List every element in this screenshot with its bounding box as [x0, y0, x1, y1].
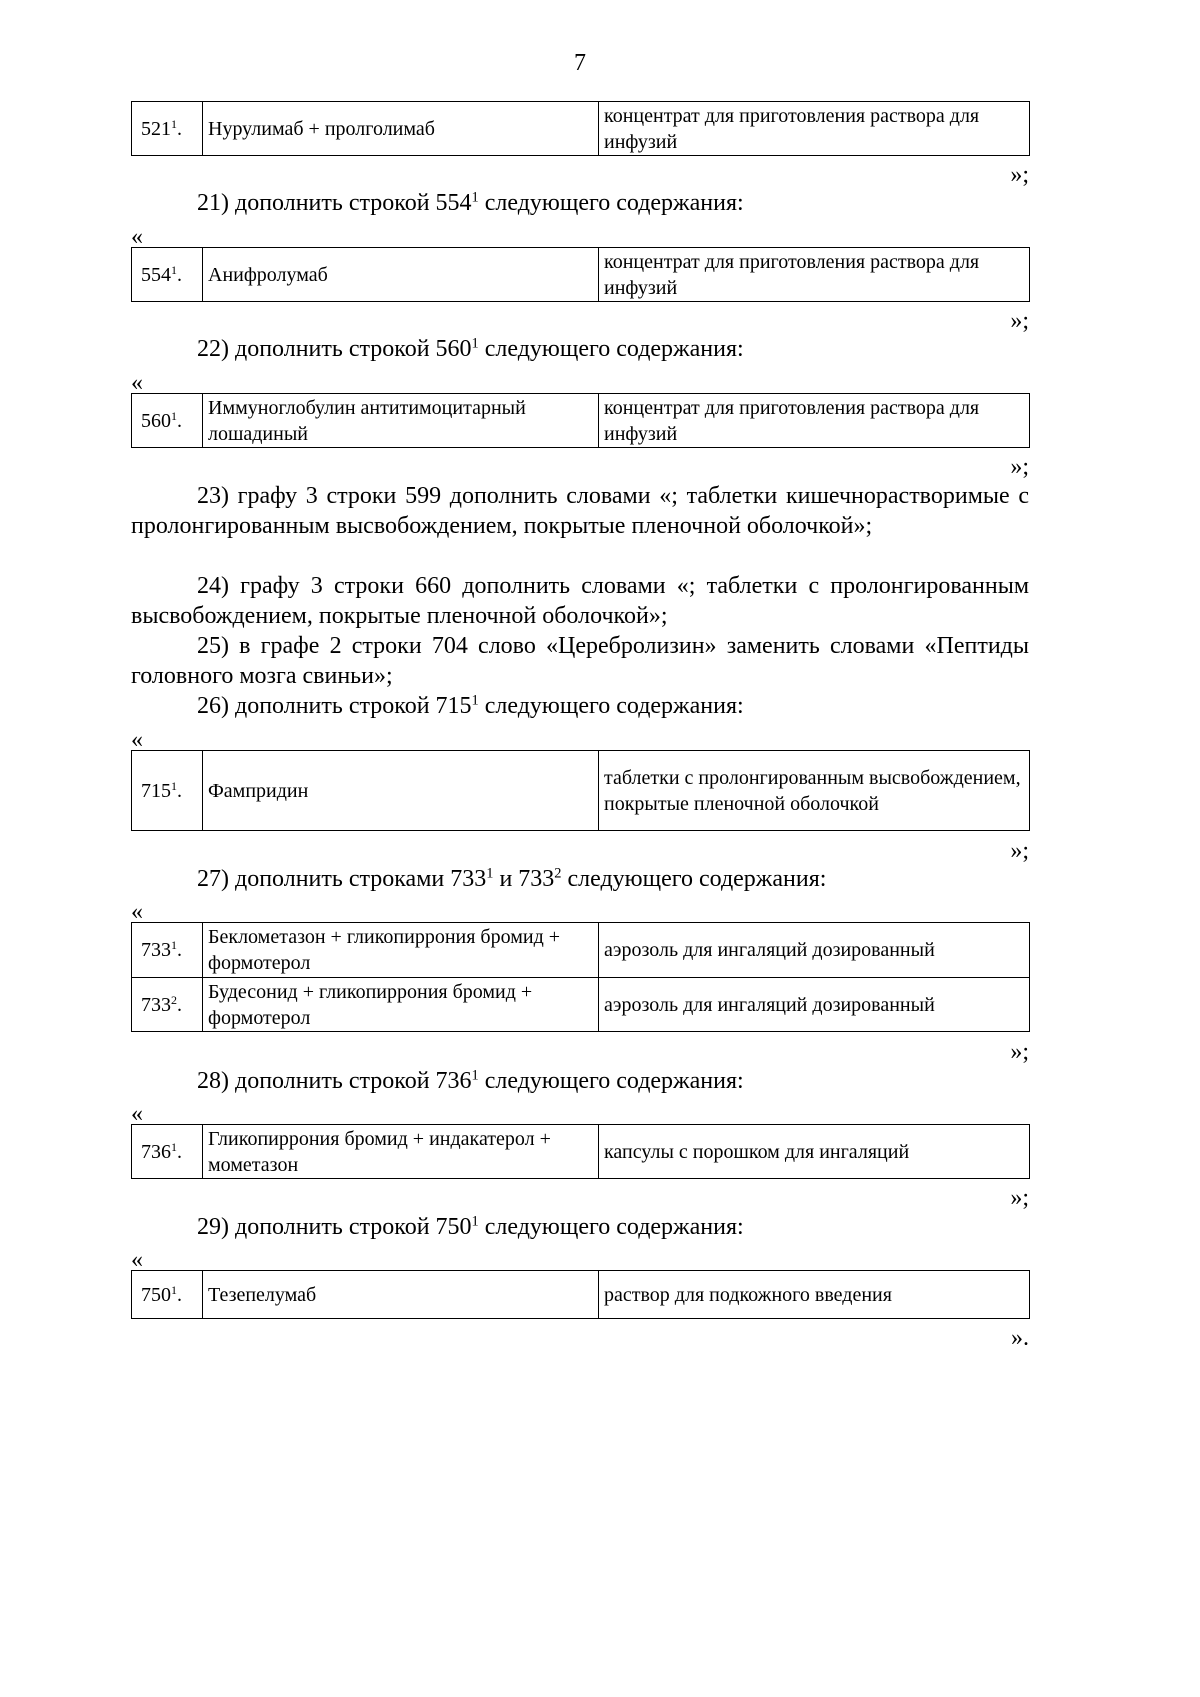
row-number	[132, 751, 203, 831]
row-number-value: 715	[141, 779, 171, 802]
drug-name-cell: Тезепелумаб	[203, 1271, 599, 1319]
table-row	[132, 1125, 1030, 1179]
heading-superscript: 1	[471, 692, 479, 709]
row-number	[132, 1125, 203, 1179]
dosage-form-cell: капсулы с порошком для ингаляций	[599, 1125, 1030, 1179]
row-number-value: 560	[141, 409, 171, 432]
opening-quote: «	[131, 727, 143, 753]
amendment-heading	[197, 1212, 744, 1242]
heading-superscript: 2	[554, 865, 562, 882]
table-row	[132, 751, 1030, 831]
row-number-superscript: 1	[171, 262, 177, 277]
drug-table	[131, 922, 1030, 1032]
heading-text: 21) дополнить строкой 554	[197, 190, 472, 216]
row-number-value: 554	[141, 263, 171, 286]
closing-quote: »;	[1010, 1039, 1029, 1065]
heading-text: 22) дополнить строкой 560	[197, 336, 472, 362]
opening-quote: «	[131, 224, 143, 250]
closing-quote: »;	[1010, 162, 1029, 188]
heading-text: 28) дополнить строкой 736	[197, 1068, 472, 1094]
heading-superscript: 1	[486, 865, 494, 882]
row-number-value: 521	[141, 117, 171, 140]
heading-text: следующего содержания:	[478, 190, 744, 216]
drug-table	[131, 247, 1030, 302]
table-row	[132, 102, 1030, 156]
row-number-superscript: 1	[171, 408, 177, 423]
row-number-superscript: 1	[171, 778, 177, 793]
amendment-heading	[197, 864, 826, 894]
opening-quote: «	[131, 370, 143, 396]
amendment-heading	[197, 1066, 744, 1096]
drug-name-cell: Гликопиррония бромид + индакатерол + мометазон	[203, 1125, 599, 1179]
row-number-dot: .	[177, 263, 182, 286]
row-number-value: 736	[141, 1140, 171, 1163]
row-number-superscript: 1	[171, 1282, 177, 1297]
heading-text: следующего содержания:	[478, 1214, 744, 1240]
drug-name-cell: Анифролумаб	[203, 248, 599, 302]
closing-quote: »;	[1010, 454, 1029, 480]
drug-name-cell: Иммуноглобулин антитимоцитарный лошадиный	[203, 394, 599, 448]
closing-quote: ».	[1011, 1325, 1029, 1351]
drug-table	[131, 393, 1030, 448]
row-number-superscript: 1	[171, 116, 177, 131]
heading-text: следующего содержания:	[478, 336, 744, 362]
table-row	[132, 394, 1030, 448]
dosage-form-cell: аэрозоль для ингаляций дозированный	[599, 923, 1030, 978]
heading-text: и 733	[493, 866, 555, 892]
row-number-value: 750	[141, 1283, 171, 1306]
amendment-paragraph: 24) графу 3 строки 660 дополнить словами «; таблетки с пролонгированным высвобождением, покрытые пленочной оболочкой»;	[131, 573, 1029, 629]
dosage-form-cell: концентрат для приготовления раствора для инфузий	[599, 248, 1030, 302]
closing-quote: »;	[1010, 308, 1029, 334]
closing-quote: »;	[1010, 1185, 1029, 1211]
table-row	[132, 923, 1030, 978]
heading-superscript: 1	[471, 335, 479, 352]
heading-superscript: 1	[471, 1067, 479, 1084]
heading-text: 26) дополнить строкой 715	[197, 693, 472, 719]
heading-text: следующего содержания:	[561, 866, 827, 892]
row-number	[132, 923, 203, 978]
dosage-form-cell: таблетки с пролонгированным высвобождением, покрытые пленочной оболочкой	[599, 751, 1030, 831]
drug-table	[131, 750, 1030, 831]
heading-text: 27) дополнить строками 733	[197, 866, 487, 892]
amendment-heading	[197, 691, 744, 721]
drug-name-cell: Нурулимаб + пролголимаб	[203, 102, 599, 156]
dosage-form-cell: раствор для подкожного введения	[599, 1271, 1030, 1319]
row-number	[132, 394, 203, 448]
row-number-dot: .	[177, 993, 182, 1016]
row-number	[132, 978, 203, 1032]
drug-table	[131, 1270, 1030, 1319]
row-number	[132, 1271, 203, 1319]
dosage-form-cell: аэрозоль для ингаляций дозированный	[599, 978, 1030, 1032]
row-number-dot: .	[177, 779, 182, 802]
heading-text: 29) дополнить строкой 750	[197, 1214, 472, 1240]
drug-table	[131, 101, 1030, 156]
row-number-dot: .	[177, 1283, 182, 1306]
row-number-superscript: 1	[171, 937, 177, 952]
table-row	[132, 978, 1030, 1032]
opening-quote: «	[131, 1101, 143, 1127]
amendment-heading	[197, 188, 744, 218]
row-number-dot: .	[177, 939, 182, 961]
drug-table	[131, 1124, 1030, 1179]
drug-name-cell: Беклометазон + гликопиррония бромид + формотерол	[203, 923, 599, 978]
page-number: 7	[574, 50, 586, 76]
table-row	[132, 248, 1030, 302]
row-number-dot: .	[177, 409, 182, 432]
amendment-paragraph: 25) в графе 2 строки 704 слово «Церебролизин» заменить словами «Пептиды головного мозга свиньи»;	[131, 633, 1029, 689]
table-row	[132, 1271, 1030, 1319]
drug-name-cell: Будесонид + гликопиррония бромид + формотерол	[203, 978, 599, 1032]
amendment-heading	[197, 334, 744, 364]
opening-quote: «	[131, 1247, 143, 1273]
closing-quote: »;	[1010, 838, 1029, 864]
dosage-form-cell: концентрат для приготовления раствора для инфузий	[599, 394, 1030, 448]
opening-quote: «	[131, 899, 143, 925]
heading-superscript: 1	[471, 189, 479, 206]
row-number-superscript: 2	[171, 992, 177, 1007]
heading-text: следующего содержания:	[478, 1068, 744, 1094]
row-number-superscript: 1	[171, 1139, 177, 1154]
row-number-dot: .	[177, 1140, 182, 1163]
row-number-dot: .	[177, 117, 182, 140]
amendment-paragraph: 23) графу 3 строки 599 дополнить словами «; таблетки кишечнорастворимые с пролонгированным высвобождением, покрытые пленочной оболочкой»;	[131, 483, 1029, 539]
row-number	[132, 102, 203, 156]
dosage-form-cell: концентрат для приготовления раствора для инфузий	[599, 102, 1030, 156]
heading-text: следующего содержания:	[478, 693, 744, 719]
drug-name-cell: Фампридин	[203, 751, 599, 831]
row-number-value: 733	[141, 993, 171, 1016]
row-number-value: 733	[141, 939, 171, 961]
heading-superscript: 1	[471, 1213, 479, 1230]
row-number	[132, 248, 203, 302]
